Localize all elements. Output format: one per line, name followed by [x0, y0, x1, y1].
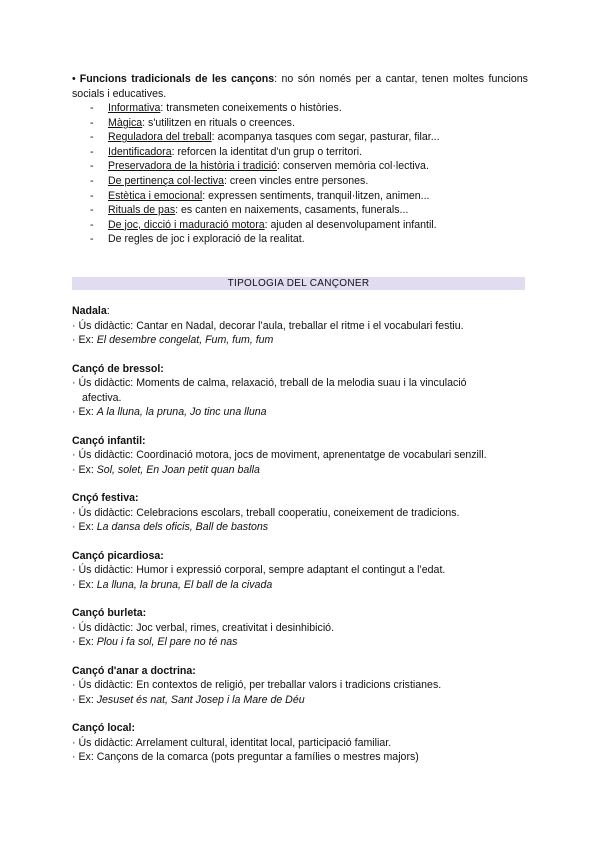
function-desc: : ajuden al desenvolupament infantil. — [264, 218, 437, 231]
didactic-use-text: Celebracions escolars, treball cooperatiu, coneixement de tradicions. — [136, 506, 460, 519]
intro-heading: Funcions tradicionals de les cançons — [79, 73, 275, 85]
didactic-use-label: · Ús didàctic: — [72, 621, 134, 634]
functions-list — [90, 101, 530, 247]
example-label: · Ex: — [72, 636, 94, 648]
bullet-icon: • — [72, 73, 76, 85]
function-item — [90, 101, 530, 116]
function-item — [90, 159, 530, 174]
function-item — [90, 116, 530, 131]
didactic-use-line — [72, 376, 528, 391]
example-line — [72, 635, 528, 650]
function-term: Informativa — [108, 102, 161, 114]
dash-icon: - — [90, 233, 94, 246]
function-item — [90, 189, 530, 204]
song-type-title-text: Nadala — [72, 305, 107, 317]
example-label: · Ex: — [72, 334, 94, 346]
didactic-use-line — [72, 678, 528, 693]
didactic-use-continuation: afectiva. — [82, 391, 122, 404]
song-type-title-text: Cançó d'anar a doctrina: — [72, 664, 196, 677]
function-item — [90, 145, 530, 160]
example-line — [72, 333, 528, 348]
example-text: La lluna, la bruna, El ball de la civada — [96, 578, 273, 591]
example-line — [72, 750, 528, 765]
didactic-use-text: En contextos de religió, per treballar valors i tradicions cristianes. — [136, 679, 442, 691]
song-type-title — [72, 434, 528, 449]
song-type-section — [72, 362, 528, 420]
intro-paragraph — [72, 72, 528, 101]
function-desc: : acompanya tasques com segar, pasturar, filar... — [211, 131, 440, 144]
song-type-section — [72, 664, 528, 708]
example-text: Jesuset és nat, Sant Josep i la Mare de Déu — [96, 693, 305, 706]
song-type-title — [72, 606, 528, 621]
function-item — [90, 174, 530, 189]
example-label: · Ex: — [72, 693, 94, 706]
example-text: Plou i fa sol, El pare no té nas — [96, 636, 238, 648]
song-type-section — [72, 434, 528, 478]
function-desc: De regles de joc i exploració de la realitat. — [108, 233, 305, 246]
function-desc: : reforcen la identitat d'un grup o territori. — [171, 145, 363, 158]
dash-icon: - — [90, 204, 94, 217]
example-line — [72, 578, 528, 593]
dash-icon: - — [90, 131, 94, 144]
dash-icon: - — [90, 102, 94, 114]
function-term: De joc, dicció i maduració motora — [108, 218, 265, 231]
function-term: Identificadora — [108, 145, 172, 158]
didactic-use-line — [72, 621, 528, 636]
song-type-title-text: Cançó de bressol: — [72, 362, 164, 375]
didactic-use-label: · Ús didàctic: — [72, 736, 134, 749]
dash-icon: - — [90, 160, 94, 173]
example-line — [72, 520, 528, 535]
song-type-title — [72, 664, 528, 679]
example-label: · Ex: — [72, 463, 94, 476]
didactic-use-text: Cantar en Nadal, decorar l’aula, treballar el ritme i el vocabulari festiu. — [136, 319, 464, 332]
example-text: A la lluna, la pruna, Jo tinc una lluna — [96, 406, 267, 418]
example-line — [72, 693, 528, 708]
didactic-use-label: · Ús didàctic: — [72, 506, 134, 519]
dash-icon: - — [90, 116, 94, 129]
didactic-use-line — [72, 563, 528, 578]
song-type-title-text: Cançó picardiosa: — [72, 549, 164, 562]
didactic-use-line — [72, 319, 528, 334]
example-label: · Ex: — [72, 751, 94, 763]
example-text: La dansa dels oficis, Ball de bastons — [96, 521, 269, 533]
didactic-use-label: · Ús didàctic: — [72, 449, 134, 461]
function-term: Estètica i emocional — [108, 189, 203, 202]
song-type-title — [72, 491, 528, 506]
section-banner: TIPOLOGIA DEL CANÇONER — [72, 277, 525, 290]
example-text: Cançons de la comarca (pots preguntar a famílies o mestres majors) — [96, 751, 419, 763]
didactic-use-text: Coordinació motora, jocs de moviment, aprenentatge de vocabulari senzill. — [136, 449, 487, 461]
title-colon: : — [106, 305, 110, 317]
didactic-use-text: Moments de calma, relaxació, treball de la melodia suau i la vinculació — [136, 377, 467, 389]
song-type-section — [72, 549, 528, 593]
didactic-use-line — [72, 736, 528, 751]
song-type-section — [72, 606, 528, 650]
dash-icon: - — [90, 218, 94, 231]
song-type-title-text: Cançó local: — [72, 722, 135, 734]
song-type-title — [72, 549, 528, 564]
didactic-use-label: · Ús didàctic: — [72, 377, 134, 389]
function-term: Reguladora del treball — [108, 131, 212, 144]
dash-icon: - — [90, 145, 94, 158]
function-desc: : es canten en naixements, casaments, funerals... — [175, 204, 409, 217]
example-text: El desembre congelat, Fum, fum, fum — [96, 334, 274, 346]
function-desc: : expressen sentiments, tranquil·litzen, animen... — [202, 189, 430, 202]
song-type-title-text: Cançó burleta: — [72, 607, 147, 619]
function-term: Preservadora de la història i tradició — [108, 160, 277, 173]
example-line — [72, 463, 528, 478]
song-type-section — [72, 721, 528, 765]
function-desc: : conserven memòria col·lectiva. — [277, 160, 429, 173]
function-desc: : s'utilitzen en rituals o creences. — [142, 116, 295, 129]
didactic-use-label: · Ús didàctic: — [72, 564, 134, 576]
intro-text: : no són només per a cantar, tenen moltes funcions socials i educatives. — [72, 73, 528, 100]
function-term: Màgica — [108, 116, 143, 129]
function-desc: : transmeten coneixements o històries. — [160, 102, 342, 114]
didactic-use-label: · Ús didàctic: — [72, 319, 134, 332]
dash-icon: - — [90, 189, 94, 202]
song-type-section — [72, 491, 528, 535]
didactic-use-text: Arrelament cultural, identitat local, participació familiar. — [135, 736, 392, 749]
example-line — [72, 405, 528, 420]
function-term: Rituals de pas — [108, 204, 176, 217]
song-type-title-text: Cançó infantil: — [72, 434, 146, 447]
didactic-use-line — [72, 448, 528, 463]
song-type-title — [72, 721, 528, 736]
function-item — [90, 232, 530, 247]
song-type-title — [72, 362, 528, 377]
song-types — [72, 304, 528, 779]
function-item — [90, 130, 530, 145]
example-text: Sol, solet, En Joan petit quan balla — [96, 463, 260, 476]
song-type-title — [72, 304, 528, 319]
dash-icon: - — [90, 174, 94, 187]
example-label: · Ex: — [72, 406, 94, 418]
function-item — [90, 203, 530, 218]
didactic-use-text: Humor i expressió corporal, sempre adaptant el contingut a l’edat. — [136, 564, 446, 576]
function-item — [90, 218, 530, 233]
example-label: · Ex: — [72, 578, 94, 591]
function-term: De pertinença col·lectiva — [108, 174, 224, 187]
song-type-section — [72, 304, 528, 348]
didactic-use-line — [72, 506, 528, 521]
didactic-use-label: · Ús didàctic: — [72, 679, 134, 691]
song-type-title-text: Cnçó festiva: — [72, 492, 139, 504]
didactic-use-text: Joc verbal, rimes, creativitat i desinhibició. — [136, 621, 335, 634]
example-label: · Ex: — [72, 521, 94, 533]
function-desc: : creen vincles entre persones. — [224, 174, 369, 187]
